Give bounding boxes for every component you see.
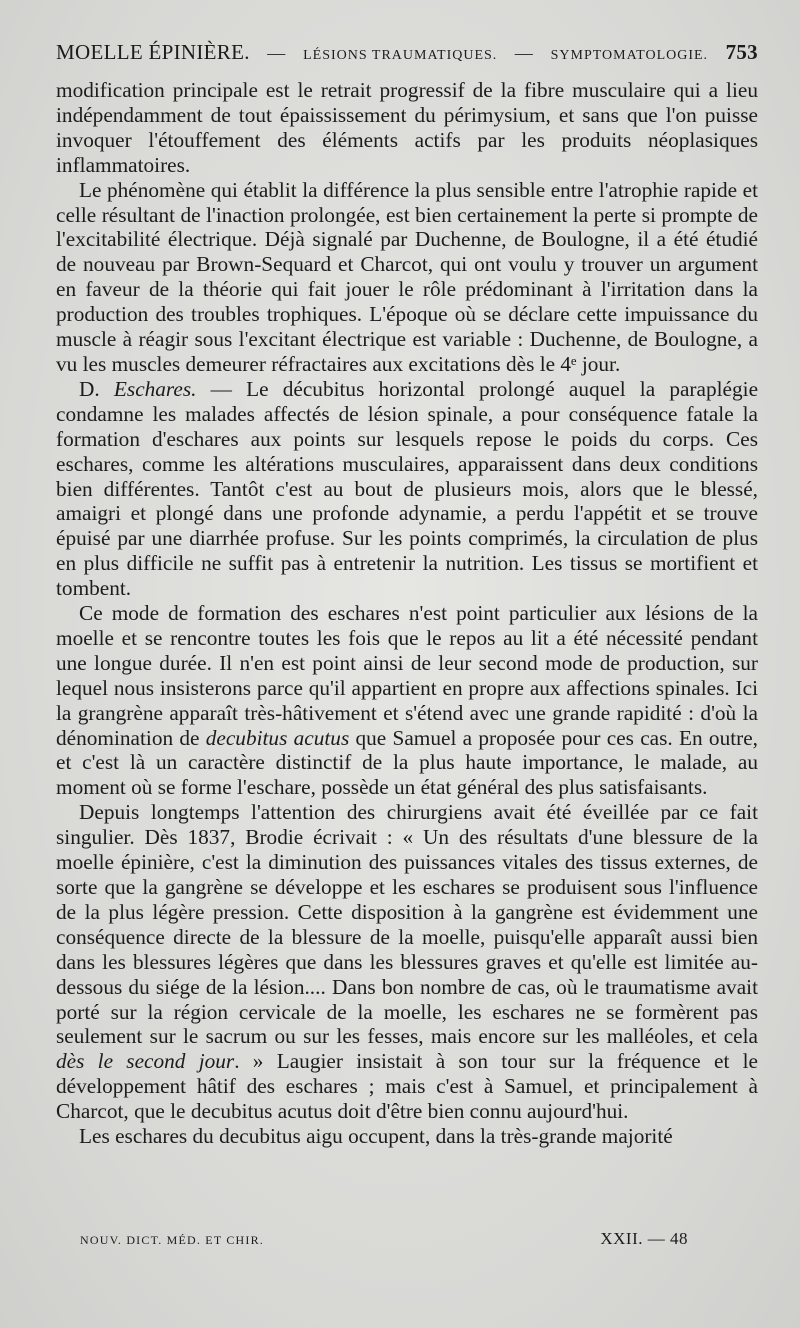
- header-separator: —: [267, 43, 286, 63]
- page-number: 753: [725, 40, 758, 64]
- header-separator: —: [514, 43, 534, 63]
- paragraph-text: que Samuel a proposée pour ces cas. En outre, et c'est là un caractère distinctif de la plus haute importance, le malade, au moment où se forme l'eschare, possède un état général des plus satisfaisants.: [56, 725, 759, 800]
- paragraph: [56, 78, 758, 178]
- paragraph-text: Depuis longtemps l'attention des chirurgiens avait été éveillée par ce fait singulier. Dès 1837, Brodie écrivait : « Un des résultats d'une blessure de la moelle épinière, c'est la diminution des puissances vitales des tissus externes, de sorte que la gangrène se développe et les eschares se produisent sous l'influence de la plus légère pression. Cette disposition à la gangrène est évidemment une conséquence directe de la blessure de la moelle, puisqu'elle apparaît aussi bien dans les blessures légères que dans les blessures graves et qu'elle est limitée au-dessous du siége de la lésion.... Dans bon nombre de cas, où le traumatisme avait porté sur la région cervicale de la moelle, les eschares ne se formèrent pas seulement sur le sacrum ou sur les fesses, mais encore sur les malléoles, et cela: [56, 800, 758, 1049]
- section-title: Eschares.: [113, 376, 197, 401]
- footer-signature: NOUV. DICT. MÉD. ET CHIR.: [80, 1233, 265, 1247]
- header-section: LÉSIONS TRAUMATIQUES.: [303, 48, 498, 63]
- italic-term: dès le second jour: [56, 1049, 235, 1074]
- footer-sheet-number: XXII. — 48: [600, 1229, 688, 1248]
- section-letter: D.: [79, 376, 100, 401]
- paragraph-text: Les eschares du decubitus aigu occupent, dans la très-grande majorité: [79, 1124, 673, 1149]
- paragraph-text: Ce mode de formation des eschares n'est point particulier aux lésions de la moelle et se rencontre toutes les fois que le repos au lit a été nécessité pendant une longue durée. Il n'en est point ainsi de leur second mode de production, sur lequel nous insisterons parce qu'il appartient en propre aux affections spinales. Ici la grangrène apparaît très-hâtivement et s'étend avec une grande rapidité : d'où la dénomination de: [56, 601, 758, 750]
- paragraph-text: modification principale est le retrait progressif de la fibre musculaire qui a lieu indépendamment de tout épaississement du périmysium, et sans que l'on puisse invoquer l'étouffement des éléments actifs par les produits néoplasiques inflammatoires.: [56, 78, 758, 177]
- paragraph: [56, 377, 758, 601]
- paragraph: [56, 178, 758, 377]
- paragraph-text: — Le décubitus horizontal prolongé auquel la paraplégie condamne les malades affectés de lésion spinale, a pour conséquence fatale la formation d'eschares aux points sur lesquels repose le poids du corps. Ces eschares, comme les altérations musculaires, apparaissent dans deux conditions bien différentes. Tantôt c'est au bout de plusieurs mois, alors que le blessé, amaigri et plongé dans une profonde adynamie, a perdu l'appétit et se trouve épuisé par une diarrhée profuse. Sur les points comprimés, la circulation de plus en plus difficile ne suffit pas à entretenir la nutrition. Les tissus se mortifient et tombent.: [56, 376, 759, 601]
- page-footer: [80, 1229, 688, 1249]
- running-header: [56, 40, 758, 76]
- paragraph: [56, 800, 758, 1124]
- paragraph-text: . » Laugier insistait à son tour sur la fréquence et le développement hâtif des eschares ; mais c'est à Samuel, et principalement à Charcot, que le decubitus acutus doit d'être bien connu aujourd'hui.: [56, 1049, 758, 1124]
- italic-term: decubitus acutus: [205, 725, 350, 750]
- paragraph-text: Le phénomène qui établit la différence la plus sensible entre l'atrophie rapide et celle résultant de l'inaction prolongée, est bien certainement la perte si prompte de l'excitabilité électrique. Déjà signalé par Duchenne, de Boulogne, il a été étudié de nouveau par Brown-Sequard et Charcot, qui ont voulu y trouver un argument en faveur de la théorie qui fait jouer le rôle prédominant à l'irritation dans la production des troubles trophiques. L'époque où se déclare cette impuissance du muscle à réagir sous l'excitant électrique est variable : Duchenne, de Boulogne, a vu les muscles demeurer réfractaires aux excitations dès le 4ᵉ jour.: [56, 177, 758, 376]
- header-title: MOELLE ÉPINIÈRE.: [56, 40, 250, 64]
- header-subsection: SYMPTOMATOLOGIE.: [550, 48, 709, 63]
- body-text: [56, 78, 758, 1149]
- paragraph: [56, 1124, 758, 1149]
- paragraph: [56, 601, 758, 800]
